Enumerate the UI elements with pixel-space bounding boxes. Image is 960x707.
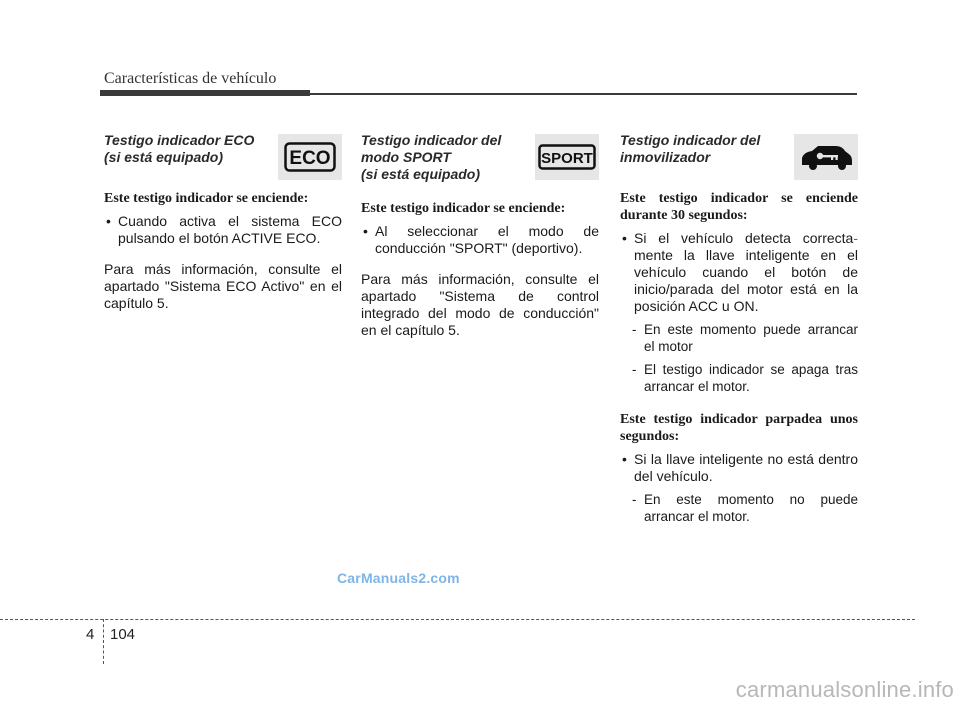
footer-rule <box>0 619 915 620</box>
sport-indicator-icon <box>535 134 599 180</box>
bullet-item: • Al seleccionar el modo de conducción "SPORT" (deportivo). <box>361 223 599 257</box>
sub-item: - En este momento puede arrancar el motor <box>620 321 858 355</box>
immobilizer-key-car-icon <box>794 134 858 180</box>
section-immobilizer <box>620 132 858 531</box>
section-lead: Este testigo indicador se enciende: <box>361 201 566 216</box>
bullet-item: • Si la llave inteligente no está dentro del vehículo. <box>620 451 858 485</box>
eco-indicator-icon <box>278 134 342 180</box>
section-sport <box>361 132 599 339</box>
section-title: Testigo indicador del modo SPORT (si está equipado) <box>361 132 502 182</box>
svg-text:SPORT: SPORT <box>541 150 593 167</box>
bullet-item: • Cuando activa el sistema ECO pulsando el botón ACTIVE ECO. <box>104 213 342 247</box>
section-lead: Este testigo indicador se enciende: <box>104 191 309 206</box>
svg-text:ECO: ECO <box>289 148 331 169</box>
section-paragraph: Para más información, consulte el apartado "Sistema de control integrado del modo de conducción" en el capítulo 5. <box>361 271 599 338</box>
section-title: Testigo indicador ECO (si está equipado) <box>104 132 255 165</box>
sub-item: - El testigo indicador se apaga tras arrancar el motor. <box>620 361 858 395</box>
chapter-number: 4 <box>86 626 95 643</box>
page-header-title: Características de vehículo <box>104 70 277 87</box>
watermark-link[interactable]: CarManuals2.com <box>337 570 460 586</box>
header-rule-accent <box>100 90 310 96</box>
site-watermark: carmanualsonline.info <box>735 677 954 702</box>
page-number: 104 <box>110 626 136 643</box>
section-title: Testigo indicador del inmovilizador <box>620 132 761 165</box>
bullet-item: • Si el vehículo detecta correcta- mente la llave inteligente en el vehículo cuando el botón de inicio/parada del motor está en la posición ACC u ON. <box>620 230 858 315</box>
footer-divider <box>103 619 104 664</box>
sub-item: - En este momento no puede arrancar el motor. <box>620 491 858 525</box>
section-lead: Este testigo indicador se enciende durante 30 segundos: <box>620 191 858 223</box>
section-eco <box>104 132 342 312</box>
section-paragraph: Para más información, consulte el apartado "Sistema ECO Activo" en el capítulo 5. <box>104 261 342 311</box>
section-lead-2: Este testigo indicador parpadea unos segundos: <box>620 412 858 444</box>
